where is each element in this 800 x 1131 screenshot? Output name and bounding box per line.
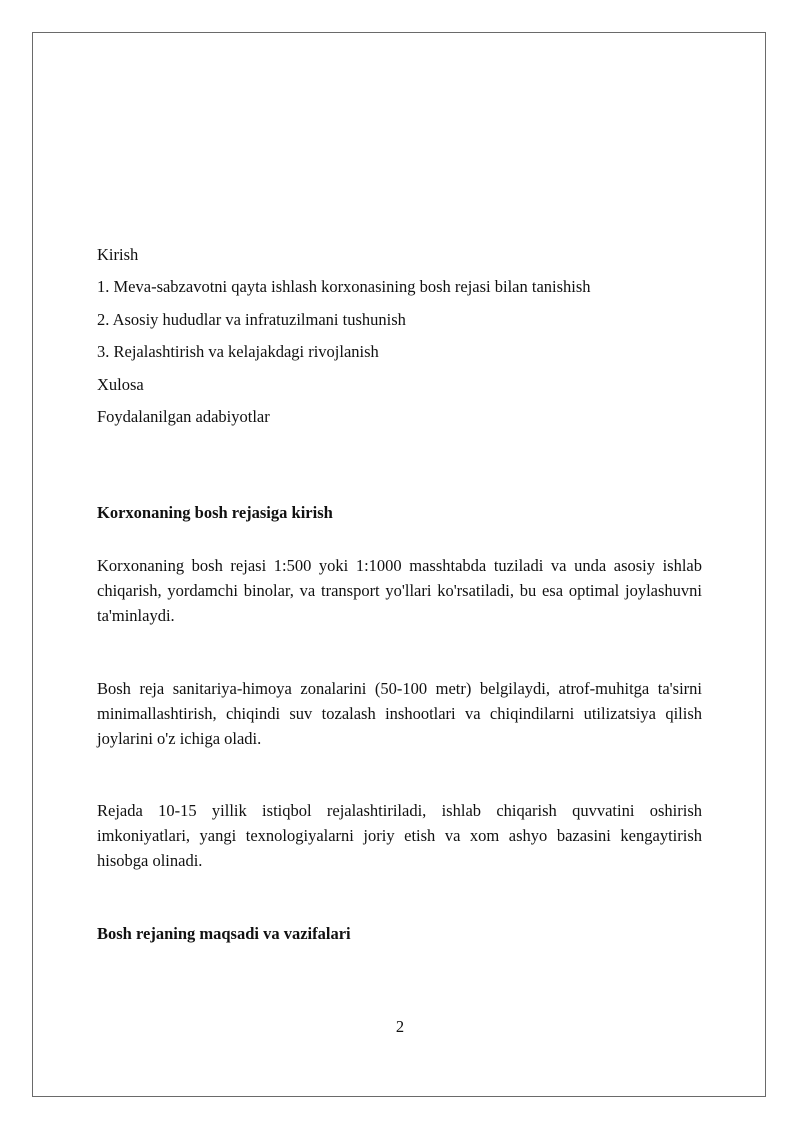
- section-heading-intro: Korxonaning bosh rejasiga kirish: [97, 503, 333, 522]
- toc-item-references: Foydalanilgan adabiyotlar: [97, 406, 270, 426]
- toc-item-1: 1. Meva-sabzavotni qayta ishlash korxonasining bosh rejasi bilan tanishish: [97, 277, 591, 297]
- paragraph-scale: Korxonaning bosh rejasi 1:500 yoki 1:1000 masshtabda tuziladi va unda asosiy ishlab chiqarish, yordamchi binolar, va transport yo'llari ko'rsatiladi, bu esa optimal joylashuvni ta'minlaydi.: [97, 556, 702, 625]
- paragraph-future-planning: Rejada 10-15 yillik istiqbol rejalashtiriladi, ishlab chiqarish quvvatini oshirish imkoniyatlari, yangi texnologiyalarni joriy etish va xom ashyo bazasini kengaytirish hisobga olinadi.: [97, 801, 702, 870]
- toc-item-3: 3. Rejalashtirish va kelajakdagi rivojlanish: [97, 342, 379, 362]
- paragraph-sanitary-zones: Bosh reja sanitariya-himoya zonalarini (50-100 metr) belgilaydi, atrof-muhitga ta'sirni minimallashtirish, chiqindi suv tozalash inshootlari va chiqindilarni utilizatsiya qilish joylarini o'z ichiga oladi.: [97, 679, 702, 748]
- table-of-contents: [97, 242, 702, 436]
- toc-item-intro: Kirish: [97, 245, 139, 264]
- toc-item-conclusion: Xulosa: [97, 374, 144, 394]
- section-heading-goals: Bosh rejaning maqsadi va vazifalari: [97, 924, 351, 943]
- toc-item-2: 2. Asosiy hududlar va infratuzilmani tushunish: [97, 309, 406, 329]
- page-number: 2: [395, 1017, 405, 1036]
